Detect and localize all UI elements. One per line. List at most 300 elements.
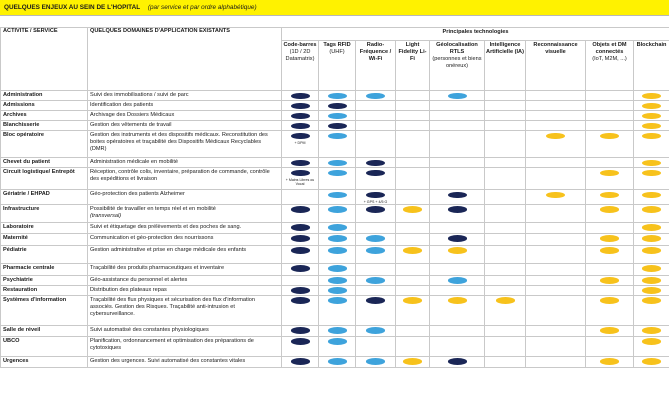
technology-marker-blue <box>328 206 347 213</box>
technology-marker-dark <box>291 206 310 213</box>
page-title: QUELQUES ENJEUX AU SEIN DE L'HOPITAL <box>4 4 141 11</box>
technology-marker-blue <box>328 265 347 272</box>
technology-cell <box>526 356 586 367</box>
technology-marker-dark <box>291 327 310 334</box>
technology-cell <box>586 158 634 168</box>
technology-cell <box>319 222 356 233</box>
technology-name: Tags RFID <box>323 42 351 48</box>
technology-cell <box>634 168 669 190</box>
technology-marker-yellow <box>600 358 619 365</box>
technology-cell <box>356 190 396 205</box>
table-row <box>1 91 669 101</box>
technology-cell <box>396 91 430 101</box>
technology-cell <box>430 158 485 168</box>
header-technology <box>586 41 634 91</box>
technology-marker-dark <box>328 123 347 130</box>
technology-cell <box>396 111 430 121</box>
technology-marker-yellow <box>642 287 661 294</box>
technology-cell <box>396 356 430 367</box>
table-row <box>1 131 669 158</box>
technology-marker-blue <box>366 93 385 100</box>
technology-cell <box>526 285 586 295</box>
technology-cell <box>396 285 430 295</box>
domain-text: Géo-protection des patients Alzheimer <box>90 191 185 197</box>
technology-marker-yellow <box>403 358 422 365</box>
technology-marker-yellow <box>642 297 661 304</box>
domain-cell <box>88 204 282 222</box>
technology-marker-dark <box>366 170 385 177</box>
technology-cell <box>356 275 396 285</box>
technology-cell <box>356 222 396 233</box>
table-row <box>1 325 669 336</box>
domain-cell <box>88 245 282 263</box>
technology-cell <box>430 263 485 275</box>
technology-cell <box>319 336 356 356</box>
technology-cell <box>485 111 526 121</box>
technology-cell <box>485 101 526 111</box>
technology-cell <box>319 101 356 111</box>
technology-cell <box>319 325 356 336</box>
technology-cell <box>396 101 430 111</box>
technology-cell <box>430 91 485 101</box>
technology-marker-yellow <box>642 192 661 199</box>
technology-marker-dark <box>366 192 385 199</box>
technology-cell <box>282 356 319 367</box>
technology-subtitle: (UHF) <box>329 49 345 55</box>
title-bar <box>0 0 669 16</box>
technology-cell <box>319 295 356 325</box>
domain-text: Réception, contrôle colis, inventaire, préparation de commande, contrôle des expéditions et livraison <box>90 169 270 182</box>
technology-cell <box>319 190 356 205</box>
technology-cell <box>319 285 356 295</box>
technology-cell <box>430 336 485 356</box>
technology-cell <box>282 158 319 168</box>
table-row <box>1 285 669 295</box>
technology-marker-dark <box>448 192 467 199</box>
technology-cell <box>319 168 356 190</box>
activity-cell: Administration <box>1 91 88 101</box>
activity-cell: UBCO <box>1 336 88 356</box>
domain-text: Traçabilité des flux physiques et sécurisation des flux d'information associés. Gestion des Risques. Traçabilité anti-intrusion et cybersurveillance. <box>90 296 256 317</box>
domain-text: Administration médicale en mobilité <box>90 159 178 165</box>
technology-marker-yellow <box>642 265 661 272</box>
technology-marker-blue <box>328 224 347 231</box>
technology-cell <box>396 325 430 336</box>
technology-cell <box>282 222 319 233</box>
technology-matrix-table <box>0 27 669 368</box>
technology-marker-yellow <box>642 277 661 284</box>
technology-marker-yellow <box>642 103 661 110</box>
technology-marker-dark <box>291 133 310 140</box>
technology-cell <box>485 190 526 205</box>
technology-name: Light Fidelity Li-Fi <box>398 42 427 62</box>
technology-cell <box>634 121 669 131</box>
technology-marker-blue <box>328 287 347 294</box>
activity-cell: Infrastructure <box>1 204 88 222</box>
technology-cell <box>430 222 485 233</box>
technology-cell <box>356 285 396 295</box>
header-technology <box>356 41 396 91</box>
technology-cell <box>396 204 430 222</box>
technology-marker-blue <box>328 247 347 254</box>
technology-marker-dark <box>448 206 467 213</box>
technology-marker-yellow <box>546 192 565 199</box>
technology-cell <box>526 190 586 205</box>
technology-marker-blue <box>328 297 347 304</box>
technology-cell <box>634 325 669 336</box>
technology-marker-yellow <box>600 133 619 140</box>
domain-cell <box>88 222 282 233</box>
table-row <box>1 233 669 245</box>
technology-name: Radio-Fréquence / Wi-Fi <box>359 42 392 62</box>
header-technology <box>634 41 669 91</box>
technology-cell <box>282 190 319 205</box>
technology-cell <box>526 336 586 356</box>
technology-marker-yellow <box>403 297 422 304</box>
technology-cell <box>485 245 526 263</box>
technology-cell <box>319 233 356 245</box>
technology-cell <box>634 204 669 222</box>
activity-cell: Chevet du patient <box>1 158 88 168</box>
technology-name: Géolocalisation RTLS <box>436 42 478 55</box>
technology-cell <box>586 121 634 131</box>
technology-marker-blue <box>448 277 467 284</box>
domain-text: Géo-assistance du personnel et alertes <box>90 276 188 283</box>
technology-cell <box>485 325 526 336</box>
domain-cell <box>88 295 282 325</box>
technology-cell <box>634 295 669 325</box>
technology-note: + DPM <box>294 140 306 145</box>
technology-cell <box>526 101 586 111</box>
technology-cell <box>396 295 430 325</box>
technology-cell <box>526 275 586 285</box>
domain-cell <box>88 356 282 367</box>
technology-cell <box>356 111 396 121</box>
technology-cell <box>430 275 485 285</box>
technology-marker-dark <box>291 235 310 242</box>
technology-cell <box>396 131 430 158</box>
technology-cell <box>634 263 669 275</box>
technology-cell <box>430 190 485 205</box>
technology-marker-yellow <box>546 133 565 140</box>
table-row <box>1 190 669 205</box>
technology-cell <box>586 275 634 285</box>
domain-text: Suivi des immobilisations / suivi de parc <box>90 92 189 98</box>
header-technology <box>485 41 526 91</box>
technology-cell <box>356 91 396 101</box>
page-subtitle: (par service et par ordre alphabétique) <box>147 4 257 11</box>
technology-marker-yellow <box>642 93 661 100</box>
domain-note: (transversal) <box>90 212 122 219</box>
technology-cell <box>430 295 485 325</box>
technology-marker-blue <box>366 277 385 284</box>
technology-cell <box>634 356 669 367</box>
technology-marker-yellow <box>642 358 661 365</box>
technology-cell <box>526 222 586 233</box>
technology-marker-blue <box>328 192 347 199</box>
technology-cell <box>586 168 634 190</box>
technology-cell <box>430 111 485 121</box>
technology-cell <box>396 336 430 356</box>
technology-marker-yellow <box>642 235 661 242</box>
domain-cell <box>88 233 282 245</box>
technology-marker-dark <box>291 93 310 100</box>
technology-cell <box>526 121 586 131</box>
technology-name: Blockchain <box>636 42 667 48</box>
technology-cell <box>485 222 526 233</box>
technology-cell <box>319 275 356 285</box>
technology-cell <box>356 336 396 356</box>
technology-marker-blue <box>328 93 347 100</box>
table-row <box>1 204 669 222</box>
technology-marker-dark <box>291 113 310 120</box>
technology-cell <box>526 263 586 275</box>
technology-marker-yellow <box>642 338 661 345</box>
header-technology <box>282 41 319 91</box>
technology-cell <box>356 233 396 245</box>
technology-marker-yellow <box>448 297 467 304</box>
table-row <box>1 111 669 121</box>
technology-cell <box>634 111 669 121</box>
technology-cell <box>282 275 319 285</box>
table-row <box>1 158 669 168</box>
technology-cell <box>634 233 669 245</box>
table-row <box>1 101 669 111</box>
technology-marker-blue <box>328 338 347 345</box>
technology-cell <box>526 131 586 158</box>
technology-cell <box>586 101 634 111</box>
technology-cell <box>526 111 586 121</box>
technology-cell <box>282 295 319 325</box>
domain-cell <box>88 158 282 168</box>
technology-cell <box>356 121 396 131</box>
technology-cell <box>282 204 319 222</box>
technology-marker-blue <box>366 247 385 254</box>
technology-marker-yellow <box>600 247 619 254</box>
domain-text: Suivi automatisé des constantes physiologiques <box>90 326 209 333</box>
technology-cell <box>586 245 634 263</box>
technology-marker-dark <box>291 265 310 272</box>
technology-cell <box>634 245 669 263</box>
technology-cell <box>396 121 430 131</box>
table-row <box>1 222 669 233</box>
technology-marker-dark <box>291 297 310 304</box>
technology-cell <box>356 245 396 263</box>
activity-cell: Maternité <box>1 233 88 245</box>
technology-cell <box>485 295 526 325</box>
technology-cell <box>586 190 634 205</box>
technology-subtitle: (1D / 2D Datamatrix) <box>285 49 315 62</box>
technology-marker-yellow <box>642 160 661 167</box>
domain-text: Gestion administrative et prise en charge médicale des enfants <box>90 246 247 253</box>
technology-cell <box>586 91 634 101</box>
technology-cell <box>319 245 356 263</box>
technology-subtitle: (personnes et biens onéreux) <box>432 56 482 69</box>
technology-marker-blue <box>448 93 467 100</box>
technology-cell <box>485 275 526 285</box>
technology-cell <box>526 233 586 245</box>
technology-cell <box>282 325 319 336</box>
table-row <box>1 245 669 263</box>
technology-cell <box>526 325 586 336</box>
technology-cell <box>526 245 586 263</box>
technology-cell <box>396 168 430 190</box>
technology-cell <box>485 168 526 190</box>
technology-cell <box>356 295 396 325</box>
domain-text: Suivi et étiquetage des prélèvements et des poches de sang. <box>90 223 242 230</box>
technology-cell <box>282 131 319 158</box>
header-technology <box>319 41 356 91</box>
table-row <box>1 168 669 190</box>
technology-cell <box>282 233 319 245</box>
header-technology <box>430 41 485 91</box>
technology-cell <box>356 325 396 336</box>
domain-text: Communication et géo-protection des nourrissons <box>90 234 214 241</box>
technology-cell <box>634 222 669 233</box>
table-row <box>1 263 669 275</box>
technology-marker-dark <box>291 224 310 231</box>
technology-marker-dark <box>366 297 385 304</box>
technology-note: + Mains Libres ou Vocal <box>285 177 315 186</box>
technology-marker-yellow <box>403 206 422 213</box>
activity-cell: Systèmes d'information <box>1 295 88 325</box>
domain-text: Possibilité de travailler en temps réel et en mobilité <box>90 205 216 212</box>
technology-cell <box>430 204 485 222</box>
table-row <box>1 356 669 367</box>
technology-cell <box>586 285 634 295</box>
domain-text: Gestion des instruments et des dispositifs médicaux. Reconstitution des boites opératoires et traçabilité des Dispositifs Médicaux Recyclables (DMR) <box>90 132 268 152</box>
technology-cell <box>485 356 526 367</box>
technology-cell <box>586 222 634 233</box>
technology-cell <box>319 131 356 158</box>
technology-marker-blue <box>328 235 347 242</box>
technology-cell <box>586 204 634 222</box>
technology-cell <box>356 168 396 190</box>
technology-cell <box>430 168 485 190</box>
activity-cell: Admissions <box>1 101 88 111</box>
technology-subtitle: (IoT, M2M, ...) <box>592 56 627 62</box>
header-technologies-group: Principales technologies <box>282 28 669 41</box>
technology-marker-yellow <box>600 235 619 242</box>
technology-cell <box>586 263 634 275</box>
technology-marker-yellow <box>448 247 467 254</box>
technology-marker-dark <box>291 247 310 254</box>
technology-marker-yellow <box>642 206 661 213</box>
domain-cell <box>88 285 282 295</box>
technology-cell <box>396 233 430 245</box>
technology-cell <box>586 111 634 121</box>
technology-cell <box>282 285 319 295</box>
technology-cell <box>634 91 669 101</box>
technology-marker-dark <box>291 103 310 110</box>
technology-cell <box>282 336 319 356</box>
activity-cell: Blanchisserie <box>1 121 88 131</box>
technology-marker-yellow <box>600 297 619 304</box>
technology-cell <box>485 204 526 222</box>
technology-marker-dark <box>291 358 310 365</box>
technology-marker-yellow <box>642 327 661 334</box>
technology-marker-dark <box>291 170 310 177</box>
domain-cell <box>88 121 282 131</box>
technology-name: Reconnaissance visuelle <box>533 42 578 55</box>
activity-cell: Salle de réveil <box>1 325 88 336</box>
table-body <box>1 91 669 368</box>
domain-text: Traçabilité des produits pharmaceutiques et inventaire <box>90 264 225 271</box>
domain-text: Planification, ordonnancement et optimisation des préparations de cytotoxiques <box>90 337 254 351</box>
domain-cell <box>88 168 282 190</box>
activity-cell: Gériatrie / EHPAD <box>1 190 88 205</box>
technology-marker-yellow <box>642 224 661 231</box>
technology-cell <box>396 245 430 263</box>
technology-note: + GPS + 4/5 G <box>363 199 388 204</box>
technology-cell <box>319 204 356 222</box>
activity-cell: Restauration <box>1 285 88 295</box>
technology-cell <box>356 263 396 275</box>
table-row <box>1 121 669 131</box>
technology-cell <box>485 285 526 295</box>
technology-cell <box>634 336 669 356</box>
technology-name: Intelligence Artificielle (IA) <box>486 42 524 55</box>
technology-cell <box>396 158 430 168</box>
technology-cell <box>356 356 396 367</box>
activity-cell: Urgences <box>1 356 88 367</box>
technology-cell <box>485 336 526 356</box>
technology-cell <box>485 91 526 101</box>
technology-cell <box>430 285 485 295</box>
technology-cell <box>634 285 669 295</box>
technology-cell <box>586 131 634 158</box>
header-technology <box>396 41 430 91</box>
technology-cell <box>356 158 396 168</box>
technology-marker-blue <box>328 160 347 167</box>
technology-cell <box>356 131 396 158</box>
technology-cell <box>396 222 430 233</box>
technology-cell <box>282 168 319 190</box>
technology-cell <box>634 158 669 168</box>
technology-cell <box>430 131 485 158</box>
domain-cell <box>88 263 282 275</box>
technology-cell <box>430 121 485 131</box>
technology-cell <box>634 131 669 158</box>
technology-cell <box>282 263 319 275</box>
technology-cell <box>586 295 634 325</box>
domain-cell <box>88 275 282 285</box>
technology-marker-dark <box>366 206 385 213</box>
technology-marker-yellow <box>642 170 661 177</box>
technology-marker-dark <box>291 160 310 167</box>
technology-marker-yellow <box>642 247 661 254</box>
technology-cell <box>526 168 586 190</box>
technology-marker-dark <box>328 103 347 110</box>
header-technology <box>526 41 586 91</box>
technology-cell <box>282 245 319 263</box>
technology-cell <box>319 91 356 101</box>
technology-marker-blue <box>328 327 347 334</box>
technology-marker-yellow <box>600 192 619 199</box>
technology-marker-dark <box>291 123 310 130</box>
technology-marker-yellow <box>496 297 515 304</box>
technology-cell <box>485 121 526 131</box>
domain-cell <box>88 101 282 111</box>
technology-cell <box>319 158 356 168</box>
table-row <box>1 275 669 285</box>
technology-marker-blue <box>366 327 385 334</box>
technology-cell <box>430 233 485 245</box>
header-domains: QUELQUES DOMAINES D'APPLICATION EXISTANTS <box>88 28 282 91</box>
activity-cell: Circuit logistique/ Entrepôt <box>1 168 88 190</box>
technology-cell <box>485 263 526 275</box>
technology-marker-dark <box>448 235 467 242</box>
